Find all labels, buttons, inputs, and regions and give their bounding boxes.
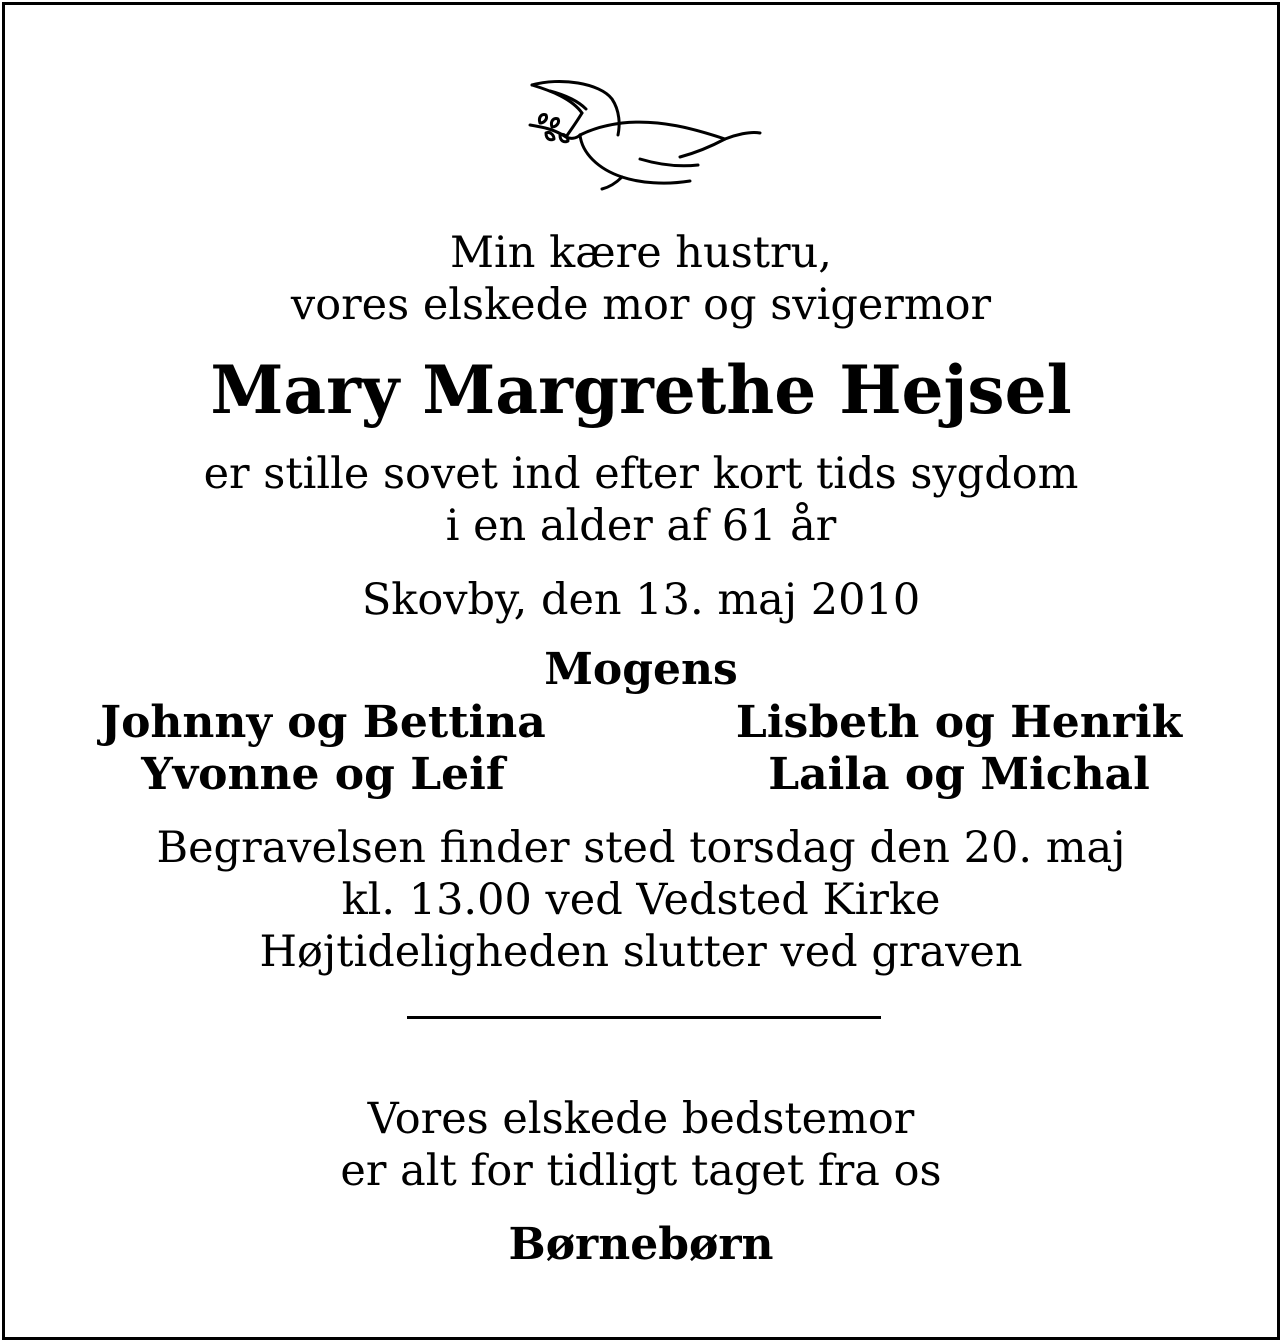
deceased-name: Mary Margrethe Hejsel xyxy=(210,351,1072,429)
obituary-notice xyxy=(2,2,1280,1340)
intro-line-1: Min kære hustru, xyxy=(450,228,832,278)
grandchildren-signature: Børnebørn xyxy=(508,1219,774,1270)
family-right-2: Laila og Michal xyxy=(768,749,1150,800)
family-spouse: Mogens xyxy=(544,644,738,695)
family-left-1: Johnny og Bettina xyxy=(100,697,546,748)
intro-line-2: vores elskede mor og svigermor xyxy=(290,280,992,330)
funeral-line-2: kl. 13.00 ved Vedsted Kirke xyxy=(341,875,941,925)
death-text-line-2: i en alder af 61 år xyxy=(445,501,837,551)
grandchildren-line-1: Vores elskede bedstemor xyxy=(367,1094,915,1144)
funeral-line-1: Begravelsen finder sted torsdag den 20. maj xyxy=(156,823,1126,873)
divider-rule xyxy=(407,1016,881,1019)
funeral-line-3: Højtideligheden slutter ved graven xyxy=(259,927,1023,977)
dove-icon xyxy=(520,73,770,198)
family-right-1: Lisbeth og Henrik xyxy=(735,697,1183,748)
death-text-line-1: er stille sovet ind efter kort tids sygdom xyxy=(203,449,1079,499)
place-date: Skovby, den 13. maj 2010 xyxy=(361,575,921,625)
family-left-2: Yvonne og Leif xyxy=(141,749,505,800)
grandchildren-line-2: er alt for tidligt taget fra os xyxy=(340,1146,942,1196)
